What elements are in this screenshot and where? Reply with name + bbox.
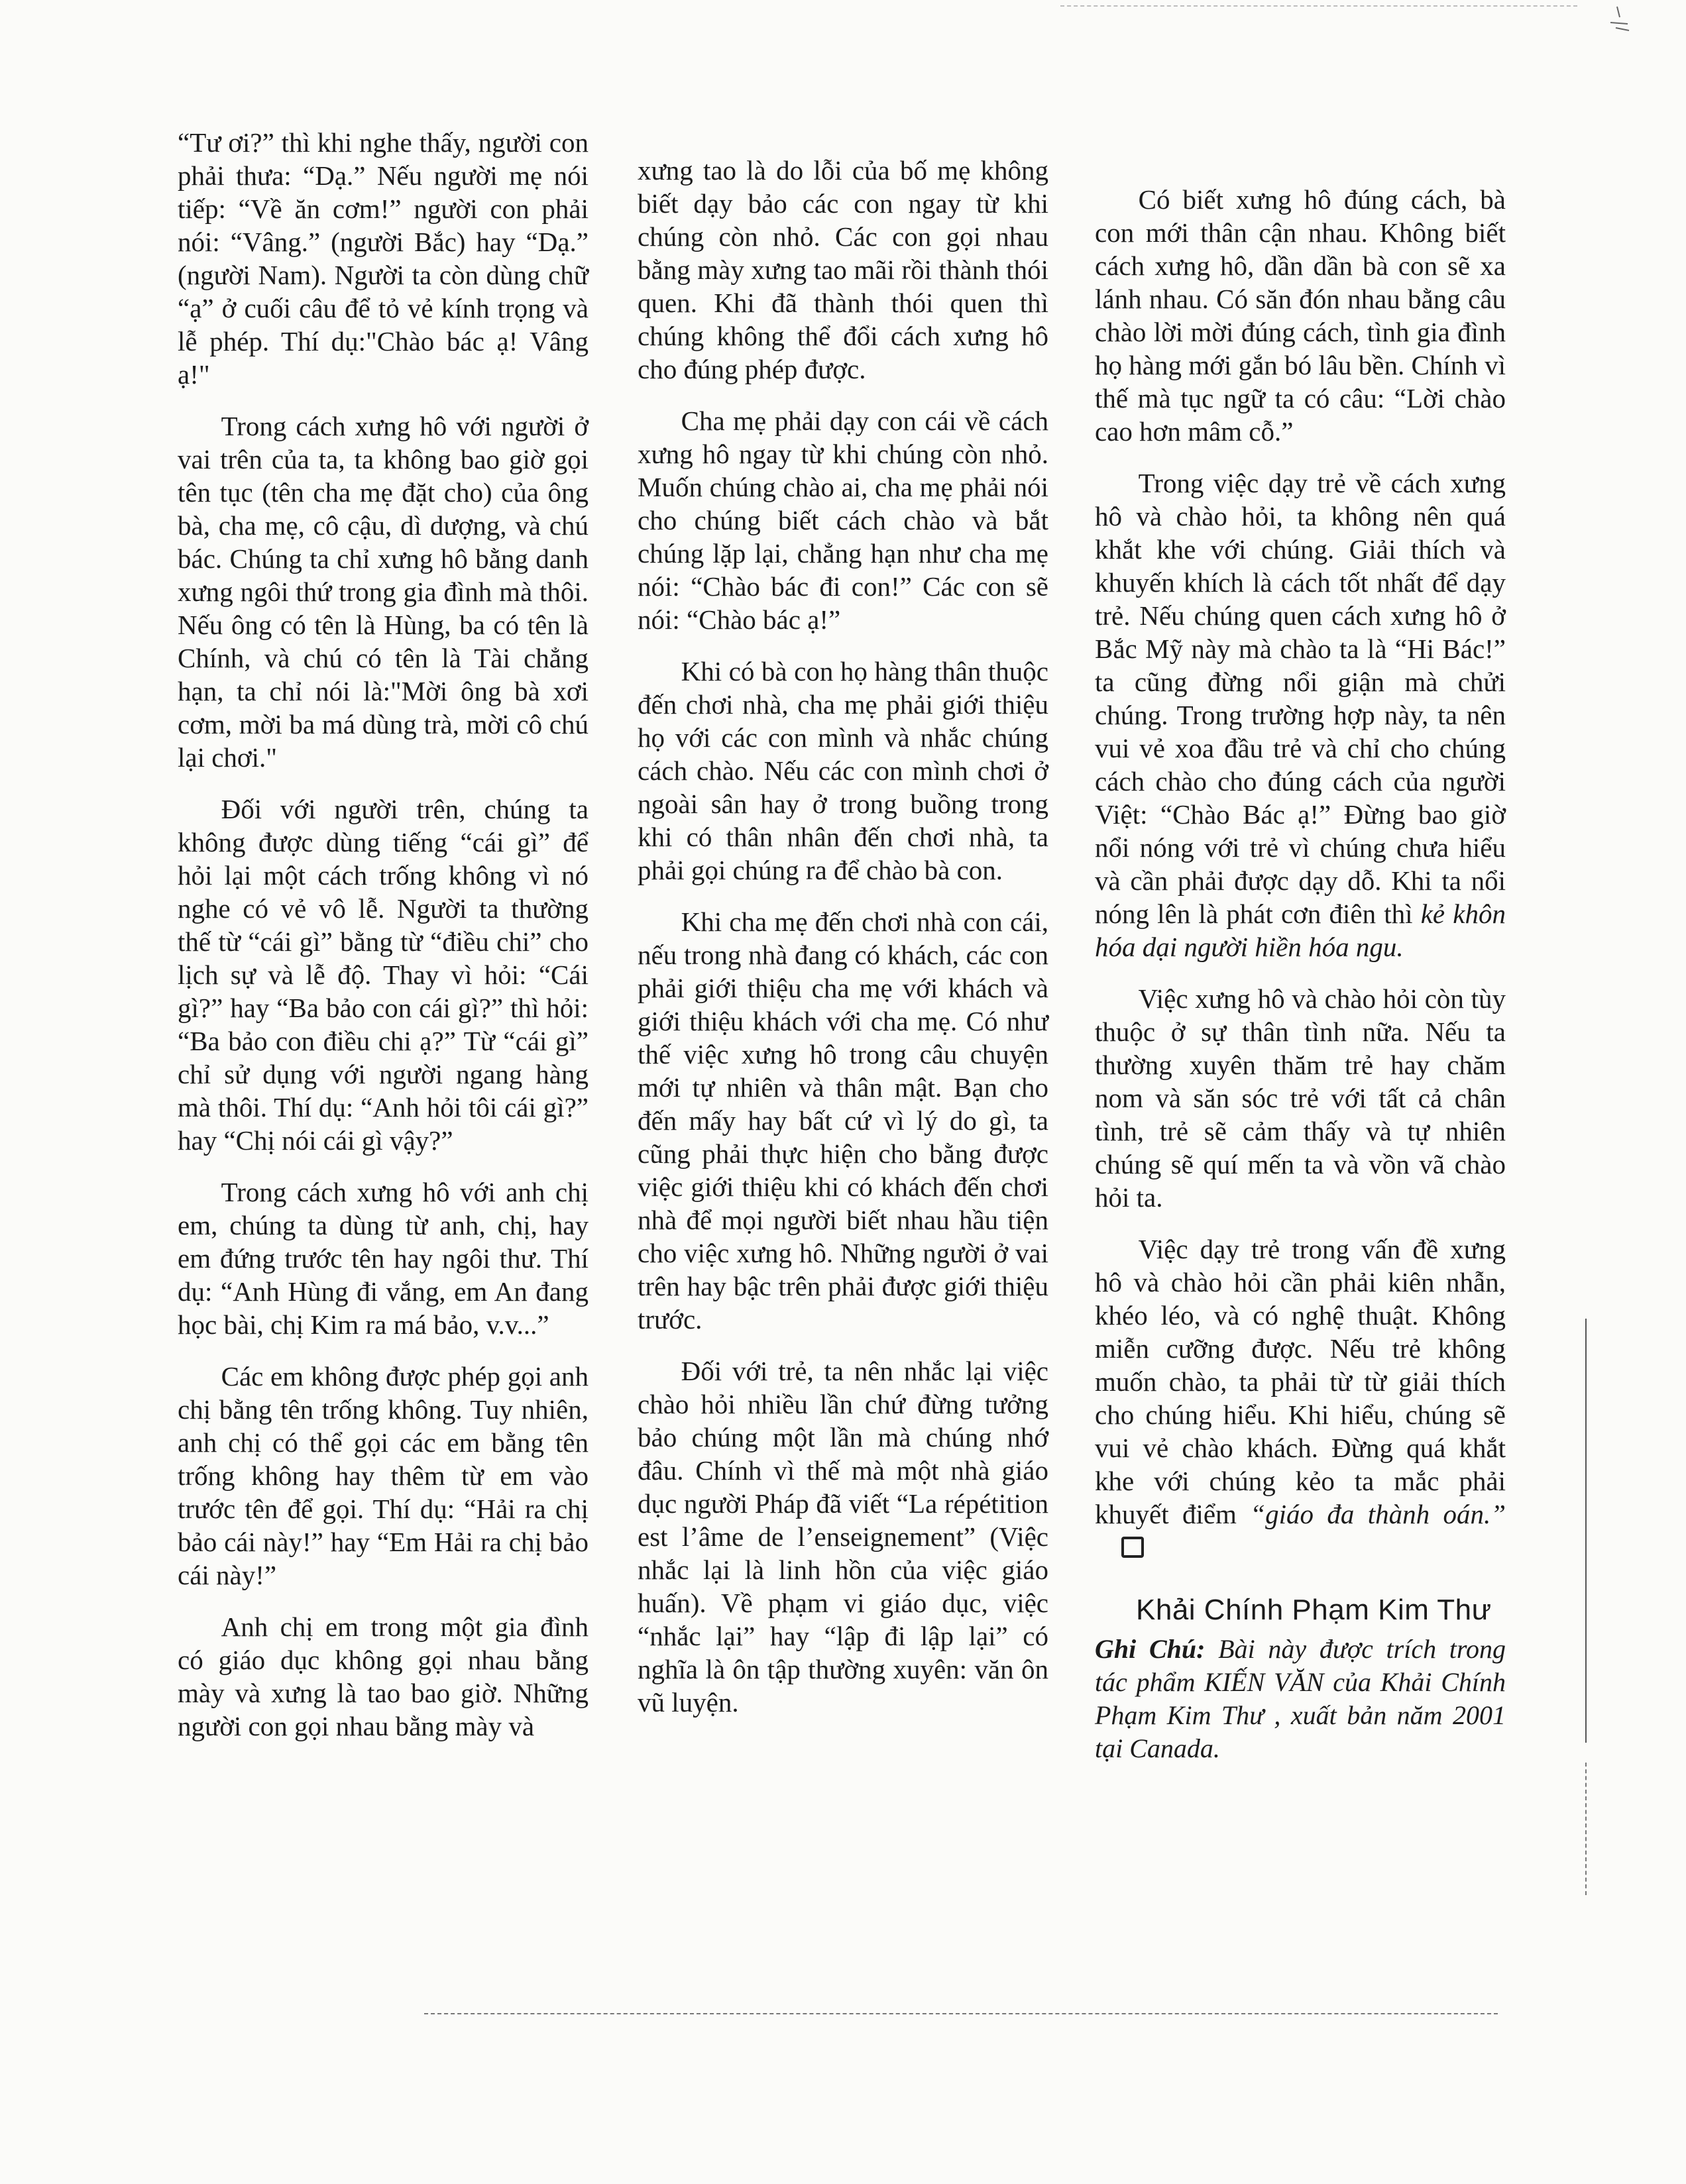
margin-rule-dashed bbox=[1585, 1763, 1587, 1895]
paragraph: Việc xưng hô và chào hỏi còn tùy thuộc ở sự thân tình nữa. Nếu ta thường xuyên thăm trẻ hay chăm nom và săn sóc trẻ với tất cả chân tình, trẻ sẽ cảm thấy và tự nhiên chúng sẽ quí mến ta và vồn vã chào hỏi ta. bbox=[1095, 983, 1506, 1213]
paragraph: Trong cách xưng hô với người ở vai trên của ta, ta không bao giờ gọi tên tục (tên cha mẹ đặt cho) của ông bà, cha mẹ, cô cậu, dì dượng, và chú bác. Chúng ta chỉ xưng hô bằng danh xưng ngôi thứ trong gia đình mà thôi. Nếu ông có tên là Hùng, ba có tên là Chính, và chú có tên là Tài chẳng hạn, ta chỉ nói là:"Mời ông bà xơi cơm, mời ba má dùng trà, mời cô chú lại chơi." bbox=[178, 411, 589, 773]
paragraph-text: Trong việc dạy trẻ về cách xưng hô và chào hỏi, ta không nên quá khắt khe với chúng. Giải thích và khuyến khích là cách tốt nhất để dạy trẻ. Nếu chúng quen cách xưng hô ở Bắc Mỹ này mà chào ta là “Hi Bác!” ta cũng đừng nổi giận mà chửi chúng. Trong trường hợp này, ta nên vui vẻ xoa đầu trẻ và chỉ cho chúng cách chào cho đúng cách của người Việt: “Chào Bác ạ!” Đừng bao giờ nổi nóng với trẻ vì chúng chưa hiểu và cần phải được dạy dỗ. Khi ta nổi nóng lên là phát cơn điên thì bbox=[1095, 468, 1506, 929]
paragraph: “Tư ơi?” thì khi nghe thấy, người con phải thưa: “Dạ.” Nếu người mẹ nói tiếp: “Về ăn cơm!” người con phải nói: “Vâng.” (người Bắc) hay “Dạ.” (người Nam). Người ta còn dùng chữ “ạ” ở cuối câu để tỏ vẻ kính trọng và lễ phép. Thí dụ:"Chào bác ạ! Vâng ạ!" bbox=[178, 127, 589, 390]
paragraph: Các em không được phép gọi anh chị bằng tên trống không. Tuy nhiên, anh chị có thể gọi các em bằng tên trống không hay thêm từ em vào trước tên để gọi. Thí dụ: “Hải ra chị bảo cái này!” hay “Em Hải ra chị bảo cái này!” bbox=[178, 1361, 589, 1590]
column-2 bbox=[638, 154, 1048, 1737]
paragraph: Đối với trẻ, ta nên nhắc lại việc chào hỏi nhiều lần chứ đừng tưởng bảo chúng một lần mà chúng nhớ đâu. Chính vì thế mà một nhà giáo dục người Pháp đã viết “La répétition est l’âme de l’enseignement” (Việc nhắc lại là linh hồn của việc giáo huấn). Về phạm vi giáo dục, việc “nhắc lại” hay “lập đi lập lại” có nghĩa là ôn tập thường xuyên: văn ôn vũ luyện. bbox=[638, 1356, 1048, 1718]
paragraph: Trong cách xưng hô với anh chị em, chúng ta dùng từ anh, chị, hay em đứng trước tên hay ngôi thư. Thí dụ: “Anh Hùng đi vắng, em An đang học bài, chị Kim ra má bảo, v.v...” bbox=[178, 1177, 589, 1340]
column-1 bbox=[178, 126, 589, 1761]
bottom-rule bbox=[424, 2013, 1498, 2014]
paragraph: Khi cha mẹ đến chơi nhà con cái, nếu trong nhà đang có khách, các con phải giới thiệu cha mẹ với khách và giới thiệu khách với cha mẹ. Có như thế việc xưng hô trong câu chuyện mới tự nhiên và thân mật. Bạn cho đến mấy hay bất cứ vì lý do gì, ta cũng phải thực hiện cho bằng được việc giới thiệu khi có khách đến chơi nhà để mọi người biết nhau hầu tiện cho việc xưng hô. Những người ở vai trên hay bậc trên phải được giới thiệu trước. bbox=[638, 906, 1048, 1335]
paragraph: Anh chị em trong một gia đình có giáo dục không gọi nhau bằng mày và xưng là tao bao giờ. Những người con gọi nhau bằng mày và bbox=[178, 1611, 589, 1741]
paragraph bbox=[1095, 466, 1506, 963]
paragraph: xưng tao là do lỗi của bố mẹ không biết dạy bảo các con ngay từ khi chúng còn nhỏ. Các con gọi nhau bằng mày xưng tao mãi rồi thành thói quen. Khi đã thành thói quen thì chúng không thể đổi cách xưng hô cho đúng phép được. bbox=[638, 155, 1048, 384]
proverb-italic: kẻ khôn hóa dại người hiền hóa ngu. bbox=[1095, 899, 1506, 962]
note bbox=[1095, 1633, 1506, 1765]
paragraph bbox=[1095, 1232, 1506, 1564]
paragraph: Có biết xưng hô đúng cách, bà con mới thân cận nhau. Không biết cách xưng hô, dần dần bà con sẽ xa lánh nhau. Có săn đón nhau bằng câu chào lời mời đúng cách, tình gia đình họ hàng mới gắn bó lâu bền. Chính vì thế mà tục ngữ ta có câu: “Lời chào cao hơn mâm cỗ.” bbox=[1095, 184, 1506, 447]
column-3 bbox=[1095, 183, 1506, 1784]
margin-rule bbox=[1585, 1319, 1587, 1743]
scan-edge-top bbox=[1060, 5, 1577, 7]
author-name: Khải Chính Phạm Kim Thư bbox=[1136, 1594, 1492, 1626]
paragraph: Khi có bà con họ hàng thân thuộc đến chơi nhà, cha mẹ phải giới thiệu họ với các con mình và nhắc chúng cách chào. Nếu các con mình chơi ở ngoài sân hay ở trong buồng trong khi có thân nhân đến chơi nhà, ta phải gọi chúng ra để chào bà con. bbox=[638, 656, 1048, 885]
paragraph: Đối với người trên, chúng ta không được dùng tiếng “cái gì” để hỏi lại một cách trống không vì nó nghe có vẻ vô lễ. Người ta thường thế từ “cái gì” bằng từ “điều chi” cho lịch sự và lễ độ. Thay vì hỏi: “Cái gì?” hay “Ba bảo con cái gì?” thì hỏi: “Ba bảo con điều chi ạ?” Từ “cái gì” chỉ sử dụng với người ngang hàng mà thôi. Thí dụ: “Anh hỏi tôi cái gì?” hay “Chị nói cái gì vậy?” bbox=[178, 794, 589, 1156]
note-label: Ghi Chú: bbox=[1095, 1634, 1206, 1664]
corner-scan-mark bbox=[1591, 4, 1630, 33]
paragraph-text: Việc dạy trẻ trong vấn đề xưng hô và chào hỏi cần phải kiên nhẫn, khéo léo, và có nghệ thuật. Không miễn cưỡng được. Nếu trẻ không muốn chào, ta phải từ từ giải thích cho chúng hiểu. Khi hiểu, chúng sẽ vui vẻ chào khách. Đừng quá khắt khe với chúng kẻo ta mắc phải khuyết điểm bbox=[1095, 1234, 1506, 1529]
proverb-italic: “giáo đa thành oán.” bbox=[1250, 1499, 1506, 1529]
end-mark-icon bbox=[1121, 1537, 1144, 1558]
paragraph: Cha mẹ phải dạy con cái về cách xưng hô ngay từ khi chúng còn nhỏ. Muốn chúng chào ai, cha mẹ phải nói cho chúng biết cách chào và bắt chúng lặp lại, chẳng hạn như cha mẹ nói: “Chào bác đi con!” Các con sẽ nói: “Chào bác ạ!” bbox=[638, 406, 1048, 635]
note-text: Bài này được trích trong tác phẩm KIẾN VĂN của Khải Chính Phạm Kim Thư , xuất bản năm 2001 tại Canada. bbox=[1095, 1634, 1506, 1763]
